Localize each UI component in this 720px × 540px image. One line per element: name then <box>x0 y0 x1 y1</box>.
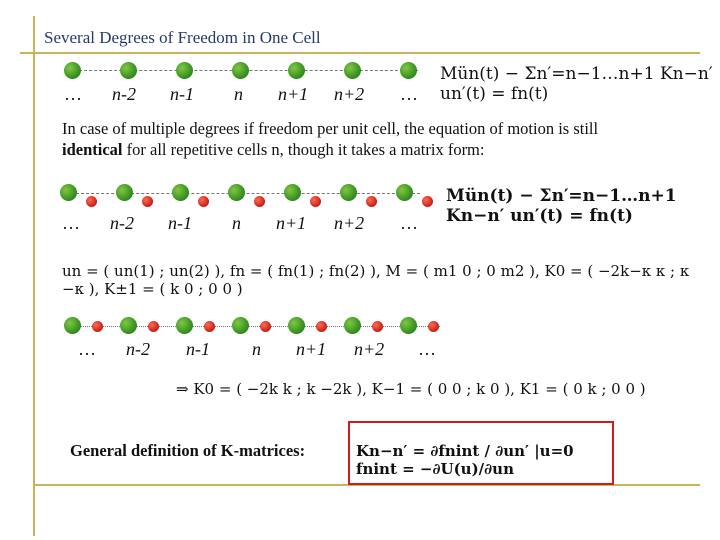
chain-3-atom-green <box>232 317 249 334</box>
chain-1-label-n+2: n+2 <box>334 84 365 104</box>
chain-3-atom-red <box>316 321 327 332</box>
stiffness-matrices: ⇒ K0 = ( −2k k ; k −2k ), K−1 = ( 0 0 ; k 0 ), K1 = ( 0 k ; 0 0 ) <box>176 380 646 398</box>
chain-1-atom <box>64 62 81 79</box>
chain-2-atom-red <box>142 196 153 207</box>
chain-2-atom-green <box>60 184 77 201</box>
chain-2-label-dots-end: … <box>400 213 418 233</box>
chain-3-label-n-1: n-1 <box>186 339 210 359</box>
equation-of-motion-scalar: Mün(t) − Σn′=n−1…n+1 Kn−n′ un′(t) = fn(t) <box>440 64 713 104</box>
chain-3-label-dots: … <box>78 339 96 359</box>
chain-3-atom-red <box>92 321 103 332</box>
chain-1-label-dots: … <box>64 84 82 104</box>
chain-2-atom-green <box>172 184 189 201</box>
matrix-definitions: un = ( un(1) ; un(2) ), fn = ( fn(1) ; fn(2) ), M = ( m1 0 ; 0 m2 ), K0 = ( −2k−κ κ ; κ −κ ), K±1 = ( k 0 ; 0 0 ) <box>62 262 690 298</box>
chain-1-atom <box>176 62 193 79</box>
chain-2-atom-red <box>366 196 377 207</box>
chain-2-atom-green <box>228 184 245 201</box>
chain-3-atom-red <box>204 321 215 332</box>
chain-2-label-n+1: n+1 <box>276 213 307 233</box>
chain-3-label-n: n <box>252 339 261 359</box>
chain-2-atom-red <box>310 196 321 207</box>
chain-2-atom-red <box>86 196 97 207</box>
paragraph-text-after: for all repetitive cells n, though it takes a matrix form: <box>122 140 485 159</box>
chain-2-atom-green <box>396 184 413 201</box>
slide-title: Several Degrees of Freedom in One Cell <box>44 28 321 47</box>
chain-2-atom-red <box>254 196 265 207</box>
chain-1-label-n: n <box>234 84 243 104</box>
chain-2-atom-green <box>340 184 357 201</box>
chain-3-label-n+2: n+2 <box>354 339 385 359</box>
chain-3-label-dots-end: … <box>418 339 436 359</box>
general-definition-formula: Kn−n′ = ∂fnint / ∂un′ |u=0 fnint = −∂U(u)/∂un <box>356 442 574 478</box>
chain-3-atom-green <box>344 317 361 334</box>
general-definition-label: General definition of K-matrices: <box>70 441 306 460</box>
chain-3-atom-red <box>428 321 439 332</box>
chain-2-label-n-2: n-2 <box>110 213 134 233</box>
chain-1-label-dots-end: … <box>400 84 418 104</box>
chain-1-atom <box>344 62 361 79</box>
chain-3-atom-green <box>120 317 137 334</box>
paragraph-emphasis: identical <box>62 140 123 159</box>
chain-2-atom-green <box>284 184 301 201</box>
paragraph-text-before: In case of multiple degrees if freedom per unit cell, the equation of motion is still <box>62 119 599 138</box>
chain-1-label-n+1: n+1 <box>278 84 309 104</box>
chain-3-atom-red <box>372 321 383 332</box>
chain-1-atom <box>120 62 137 79</box>
chain-1-label-n-1: n-1 <box>170 84 194 104</box>
left-rule <box>33 16 35 536</box>
chain-3-atom-red <box>148 321 159 332</box>
chain-1-atom <box>232 62 249 79</box>
chain-1-atom <box>400 62 417 79</box>
chain-2-label-n-1: n-1 <box>168 213 192 233</box>
chain-3-atom-green <box>400 317 417 334</box>
chain-3-atom-green <box>288 317 305 334</box>
chain-2-label-n: n <box>232 213 241 233</box>
chain-2-atom-green <box>116 184 133 201</box>
chain-2-label-dots: … <box>62 213 80 233</box>
chain-3-label-n+1: n+1 <box>296 339 327 359</box>
chain-1-label-n-2: n-2 <box>112 84 136 104</box>
explanation-paragraph <box>62 118 672 160</box>
chain-3-label-n-2: n-2 <box>126 339 150 359</box>
chain-3-atom-green <box>176 317 193 334</box>
chain-2-label-n+2: n+2 <box>334 213 365 233</box>
chain-3-atom-red <box>260 321 271 332</box>
chain-1-atom <box>288 62 305 79</box>
equation-of-motion-matrix: Mün(t) − Σn′=n−1…n+1 Kn−n′ un′(t) = fn(t) <box>446 186 677 226</box>
chain-3-atom-green <box>64 317 81 334</box>
chain-2-atom-red <box>422 196 433 207</box>
chain-2-atom-red <box>198 196 209 207</box>
top-rule <box>20 52 700 54</box>
